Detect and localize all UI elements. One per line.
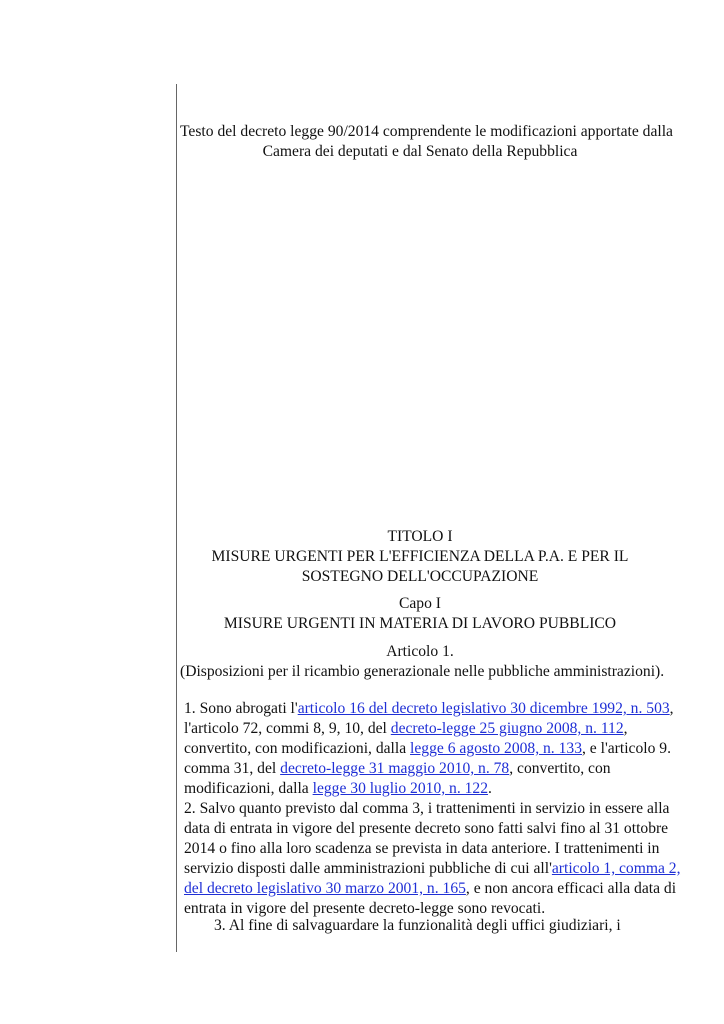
para2-line-4 xyxy=(184,859,681,879)
para1-text: l'articolo 72, commi 8, 9, 10, del xyxy=(184,720,391,737)
para2-line-2: data di entrata in vigore del presente decreto sono fatti salvi fino al 31 ottobre xyxy=(184,820,669,837)
para1-text: modificazioni, dalla xyxy=(184,780,313,797)
para1-line-4 xyxy=(184,759,664,779)
para1-line-3 xyxy=(184,739,671,759)
para2-line-3: 2014 o fino alla loro scadenza se prevista in data anteriore. I trattenimenti in xyxy=(184,840,660,857)
capo-label: Capo I xyxy=(398,595,441,612)
para1-line-2 xyxy=(184,719,664,739)
articolo-label: Articolo 1. xyxy=(386,643,454,660)
link-dlgs-165-2001[interactable]: del decreto legislativo 30 marzo 2001, n. 165 xyxy=(184,880,466,897)
para1-text: comma 31, del xyxy=(184,760,281,777)
para2-line-6: entrata in vigore del presente decreto-legge sono revocati. xyxy=(184,900,546,917)
para2-text: servizio disposti dalle amministrazioni pubbliche di cui all' xyxy=(184,860,552,877)
paragraph-3 xyxy=(184,916,694,936)
para2-line-5 xyxy=(184,879,677,899)
titolo-heading xyxy=(180,527,660,587)
titolo-label: TITOLO I xyxy=(387,528,453,545)
link-articolo-16-dlgs-503-1992[interactable]: articolo 16 del decreto legislativo 30 dicembre 1992, n. 503 xyxy=(297,700,670,717)
document-header xyxy=(180,122,673,162)
link-articolo-1-comma-2[interactable]: articolo 1, comma 2, xyxy=(551,860,681,877)
titolo-line-1: MISURE URGENTI PER L'EFFICIENZA DELLA P.A. E PER IL xyxy=(211,548,629,565)
paragraph-1 xyxy=(184,699,674,799)
para1-text: , e l'articolo 9. xyxy=(582,740,671,757)
link-dl-78-2010[interactable]: decreto-legge 31 maggio 2010, n. 78 xyxy=(280,760,510,777)
para1-text: 1. Sono abrogati l' xyxy=(184,700,298,717)
para1-text: convertito, con modificazioni, dalla xyxy=(184,740,411,757)
link-legge-133-2008[interactable]: legge 6 agosto 2008, n. 133 xyxy=(410,740,582,757)
para1-line-1 xyxy=(184,699,674,719)
para1-text: , xyxy=(669,700,674,717)
para1-text: , xyxy=(623,720,628,737)
capo-heading xyxy=(180,594,660,634)
para2-line-1: 2. Salvo quanto previsto dal comma 3, i trattenimenti in servizio in essere alla xyxy=(184,800,670,817)
capo-title: MISURE URGENTI IN MATERIA DI LAVORO PUBBLICO xyxy=(223,615,617,632)
margin-rule xyxy=(176,84,177,952)
link-legge-122-2010[interactable]: legge 30 luglio 2010, n. 122 xyxy=(312,780,489,797)
para1-text: , convertito, con xyxy=(509,760,611,777)
paragraph-2 xyxy=(184,799,681,919)
header-line-1: Testo del decreto legge 90/2014 comprendente le modificazioni apportate dalla xyxy=(180,123,673,140)
para3-line-1: 3. Al fine di salvaguardare la funzionalità degli uffici giudiziari, i xyxy=(214,917,621,934)
articolo-subtitle: (Disposizioni per il ricambio generazionale nelle pubbliche amministrazioni). xyxy=(180,663,665,680)
para1-text: . xyxy=(488,780,492,797)
titolo-line-2: SOSTEGNO DELL'OCCUPAZIONE xyxy=(301,568,539,585)
articolo-heading xyxy=(180,642,665,682)
link-dl-112-2008[interactable]: decreto-legge 25 giugno 2008, n. 112 xyxy=(390,720,624,737)
para1-line-5 xyxy=(184,779,664,799)
header-line-2: Camera dei deputati e dal Senato della Repubblica xyxy=(262,143,578,160)
para2-text: , e non ancora efficaci alla data di xyxy=(465,880,677,897)
